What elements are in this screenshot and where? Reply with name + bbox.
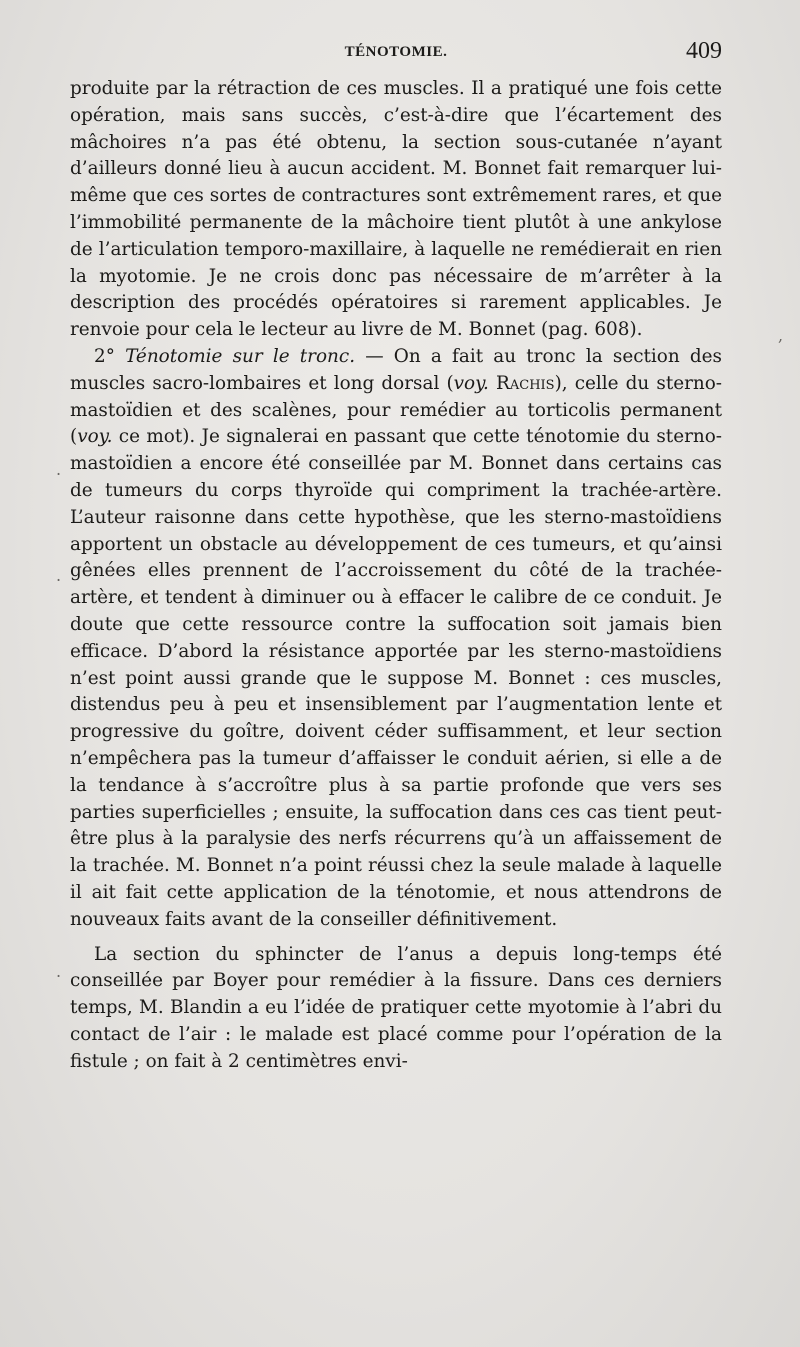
cross-reference-voy: voy.	[453, 372, 489, 394]
body-text	[70, 76, 722, 1075]
section-number: 2°	[94, 345, 115, 367]
ink-mark: ,	[778, 326, 784, 345]
paragraph-sphincter: La section du sphincter de l’anus a depuis long-temps été conseillée par Boyer pour remédier à la fissure. Dans ces derniers temps, M. Blandin a eu l’idée de pratiquer cette myotomie à l’abri du contact de l’air : le malade est placé comme pour l’opération de la fistule ; on fait à 2 centimètres envi-	[70, 943, 722, 1072]
ink-mark: .	[56, 460, 62, 479]
page-number: 409	[686, 38, 722, 64]
paragraph-text-part: ), celle du sterno-mastoïdien et des scalènes, pour remédier au torticolis permanent (	[70, 372, 723, 448]
page-header	[70, 38, 722, 68]
section-title: Ténotomie sur le tronc.	[125, 345, 356, 367]
cross-reference-rachis: Rachis	[496, 372, 555, 394]
ink-mark: .	[56, 962, 62, 981]
cross-reference-voy: voy.	[77, 426, 113, 448]
running-head: TÉNOTOMIE.	[344, 44, 448, 60]
ink-mark: .	[56, 566, 62, 585]
paragraph-text-part: ce mot). Je signalerai en passant que cette ténotomie du sterno-mastoïdien a encore été conseillée par M. Bonnet dans certains cas de tumeurs du corps thyroïde qui compriment la trachée-artère. L’auteur raisonne dans cette hypothèse, que les sterno-mastoïdiens apportent un obstacle au développement de ces tumeurs, et qu’ainsi gênées elles prennent de l’accroissement du côté de la trachée-artère, et tendent à diminuer ou à effacer le calibre de ce conduit. Je doute que cette ressource contre la suffocation soit jamais bien efficace. D’abord la résistance apportée par les sterno-mastoïdiens n’est point aussi grande que le suppose M. Bonnet : ces muscles, distendus peu à peu et insensiblement par l’augmentation lente et progressive du goître, doivent céder suffisamment, et leur section n’empêchera pas la tumeur d’affaisser le conduit aérien, si elle a de la tendance à s’accroître plus à sa partie profonde que vers ses parties superficielles ; ensuite, la suffocation dans ces cas tient peut-être plus à la paralysie des nerfs récurrens qu’à un affaissement de la trachée. M. Bonnet n’a point réussi chez la seule malade à laquelle il ait fait cette application de la ténotomie, et nous attendrons de nouveaux faits avant de la conseiller définitivement.	[70, 426, 722, 930]
paragraph-tenotomie-tronc	[70, 344, 722, 934]
paragraph-continued: produite par la rétraction de ces muscles. Il a pratiqué une fois cette opération, mais sans succès, c’est-à-dire que l’écartement des mâchoires n’a pas été obtenu, la section sous-cutanée n’ayant d’ailleurs donné lieu à aucun accident. M. Bonnet fait remarquer lui-même que ces sortes de contractures sont extrêmement rares, et que l’immobilité permanente de la mâchoire tient plutôt à une ankylose de l’articulation temporo-maxillaire, à laquelle ne remédierait en rien la myotomie. Je ne crois donc pas nécessaire de m’arrêter à la description des procédés opératoires si rarement applicables. Je renvoie pour cela le lecteur au livre de M. Bonnet (pag. 608).	[70, 78, 722, 341]
paragraph-text-part: — On a fait au tronc la section des muscles sacro-lombaires et long dorsal (	[70, 345, 722, 394]
